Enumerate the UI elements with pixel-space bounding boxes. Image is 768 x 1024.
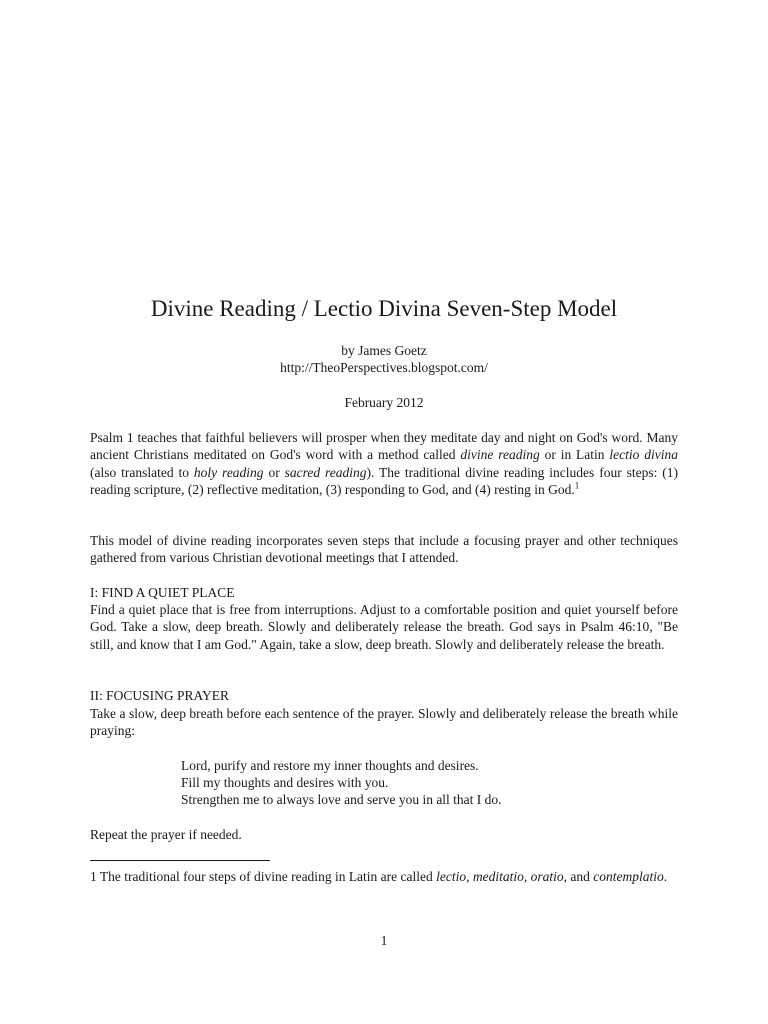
term-lectio-divina: lectio divina bbox=[609, 447, 678, 463]
prayer-line: Strengthen me to always love and serve you in all that I do. bbox=[181, 792, 502, 807]
section-heading-quiet-place: I: FIND A QUIET PLACE bbox=[90, 585, 235, 600]
document-date: February 2012 bbox=[344, 395, 424, 410]
section-body-quiet-place: Find a quiet place that is free from interruptions. Adjust to a comfortable position and quiet yourself before God. Take a slow, deep breath. Slowly and deliberately release the breath. God says in Psalm 46:10, "Be still, and know that I am God." Again, take a slow, deep breath. Slowly and deliberately release the breath. bbox=[90, 602, 678, 652]
document-title: Divine Reading / Lectio Divina Seven-Step Model bbox=[150, 296, 618, 321]
section-heading-focusing-prayer: II: FOCUSING PRAYER bbox=[90, 688, 230, 703]
prayer-line: Lord, purify and restore my inner thoughts and desires. bbox=[181, 758, 479, 773]
footnote-divider bbox=[90, 860, 270, 861]
blog-url: http://TheoPerspectives.blogspot.com/ bbox=[280, 360, 488, 375]
term-holy-reading: holy reading bbox=[193, 464, 264, 480]
term-sacred-reading: sacred reading bbox=[284, 464, 367, 480]
page-number: 1 bbox=[380, 933, 388, 948]
section-body-focusing-prayer: Take a slow, deep breath before each sentence of the prayer. Slowly and deliberately release the breath while praying: bbox=[90, 706, 678, 739]
model-paragraph: This model of divine reading incorporates seven steps that include a focusing prayer and other techniques gathered from various Christian devotional meetings that I attended. bbox=[90, 533, 678, 566]
author-byline: by James Goetz bbox=[341, 343, 427, 358]
prayer-line: Fill my thoughts and desires with you. bbox=[181, 775, 389, 790]
intro-paragraph: Psalm 1 teaches that faithful believers will prosper when they meditate day and night on God's word. Many ancient Christians meditated on God's word with a method called divine reading or in Latin lectio divina (also translated to holy reading or sacred reading). The traditional divine reading includes four steps: (1) reading scripture, (2) reflective meditation, (3) responding to God, and (4) resting in God.$^1$ bbox=[90, 430, 678, 497]
footnote-marker: 1 bbox=[90, 869, 97, 884]
prayer-closing: Repeat the prayer if needed. bbox=[90, 827, 242, 842]
term-divine-reading: divine reading bbox=[460, 447, 540, 463]
footnote-reference: 1 bbox=[574, 480, 580, 491]
footnote: 1 The traditional four steps of divine reading in Latin are called lectio, meditatio, oratio, and contemplatio. bbox=[90, 869, 668, 884]
